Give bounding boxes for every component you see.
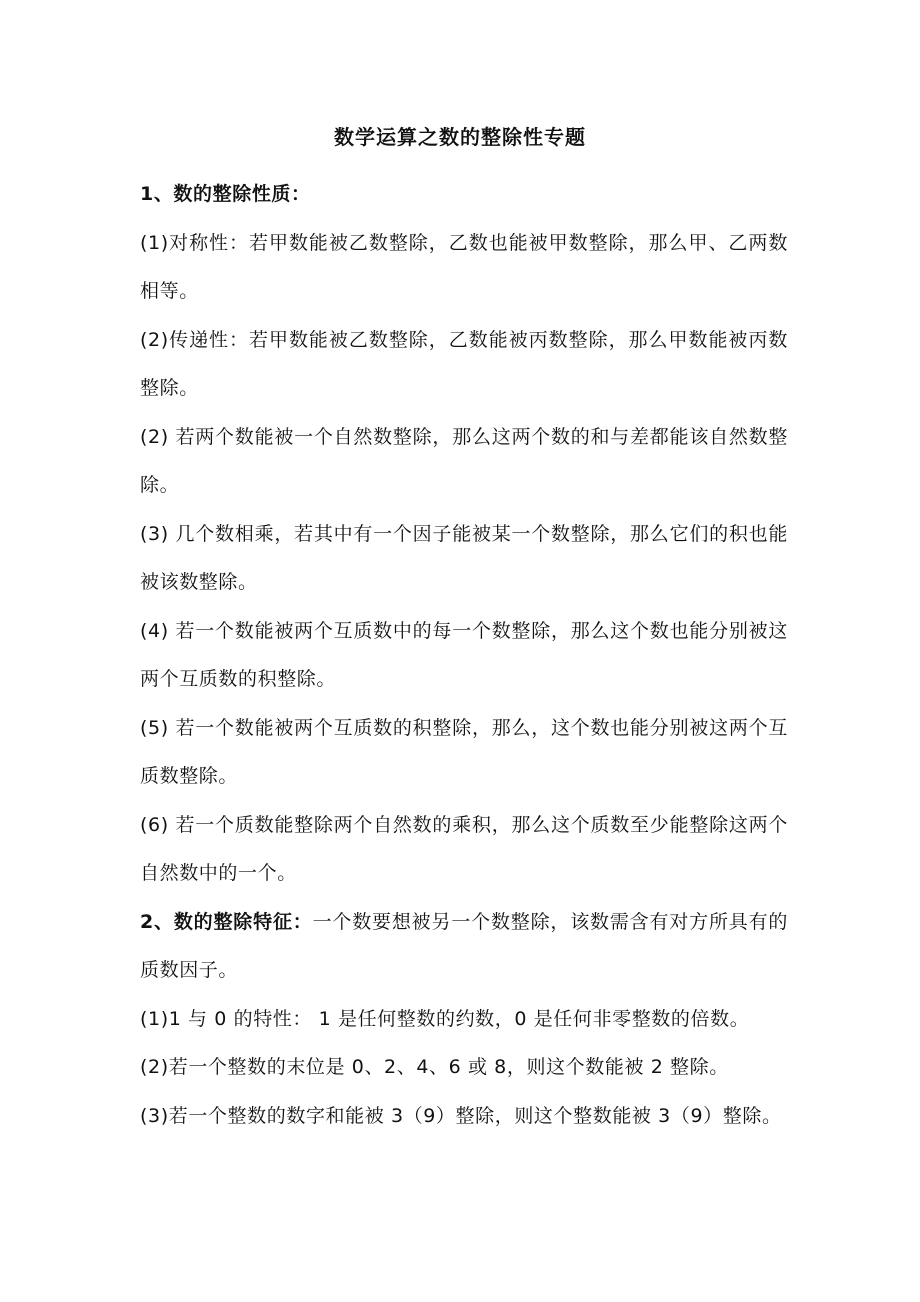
section-1-item: (6) 若一个质数能整除两个自然数的乘积，那么这个质数至少能整除这两个自然数中的一个。 bbox=[140, 813, 788, 884]
section-2-heading: 2、数的整除特征： bbox=[140, 910, 313, 933]
section-1-item: (1)对称性：若甲数能被乙数整除，乙数也能被甲数整除，那么甲、乙两数相等。 bbox=[140, 231, 788, 302]
section-1-heading: 1、数的整除性质： bbox=[140, 183, 311, 205]
section-2-item: (1)1 与 0 的特性： 1 是任何整数的约数，0 是任何非零整数的倍数。 bbox=[140, 1007, 750, 1030]
section-1-item: (3) 几个数相乘，若其中有一个因子能被某一个数整除，那么它们的积也能被该数整除。 bbox=[140, 522, 788, 593]
document-body bbox=[140, 170, 788, 1140]
section-1-item: (4) 若一个数能被两个互质数中的每一个数整除，那么这个数也能分别被这两个互质数的积整除。 bbox=[140, 619, 788, 690]
section-1-item: (5) 若一个数能被两个互质数的积整除，那么，这个数也能分别被这两个互质数整除。 bbox=[140, 716, 788, 787]
section-2-item: (3)若一个整数的数字和能被 3（9）整除，则这个整数能被 3（9）整除。 bbox=[140, 1104, 782, 1127]
section-2-intro: 一个数要想被另一个数整除，该数需含有对方所具有的质数因子。 bbox=[140, 910, 789, 981]
section-2-item: (2)若一个整数的末位是 0、2、4、6 或 8，则这个数能被 2 整除。 bbox=[140, 1056, 729, 1078]
document-title: 数学运算之数的整除性专题 bbox=[334, 125, 586, 149]
section-1-item: (2)传递性：若甲数能被乙数整除，乙数能被丙数整除，那么甲数能被丙数整除。 bbox=[140, 328, 788, 399]
section-1-item: (2) 若两个数能被一个自然数整除，那么这两个数的和与差都能该自然数整除。 bbox=[140, 425, 788, 496]
section-2-paragraph bbox=[140, 898, 788, 995]
